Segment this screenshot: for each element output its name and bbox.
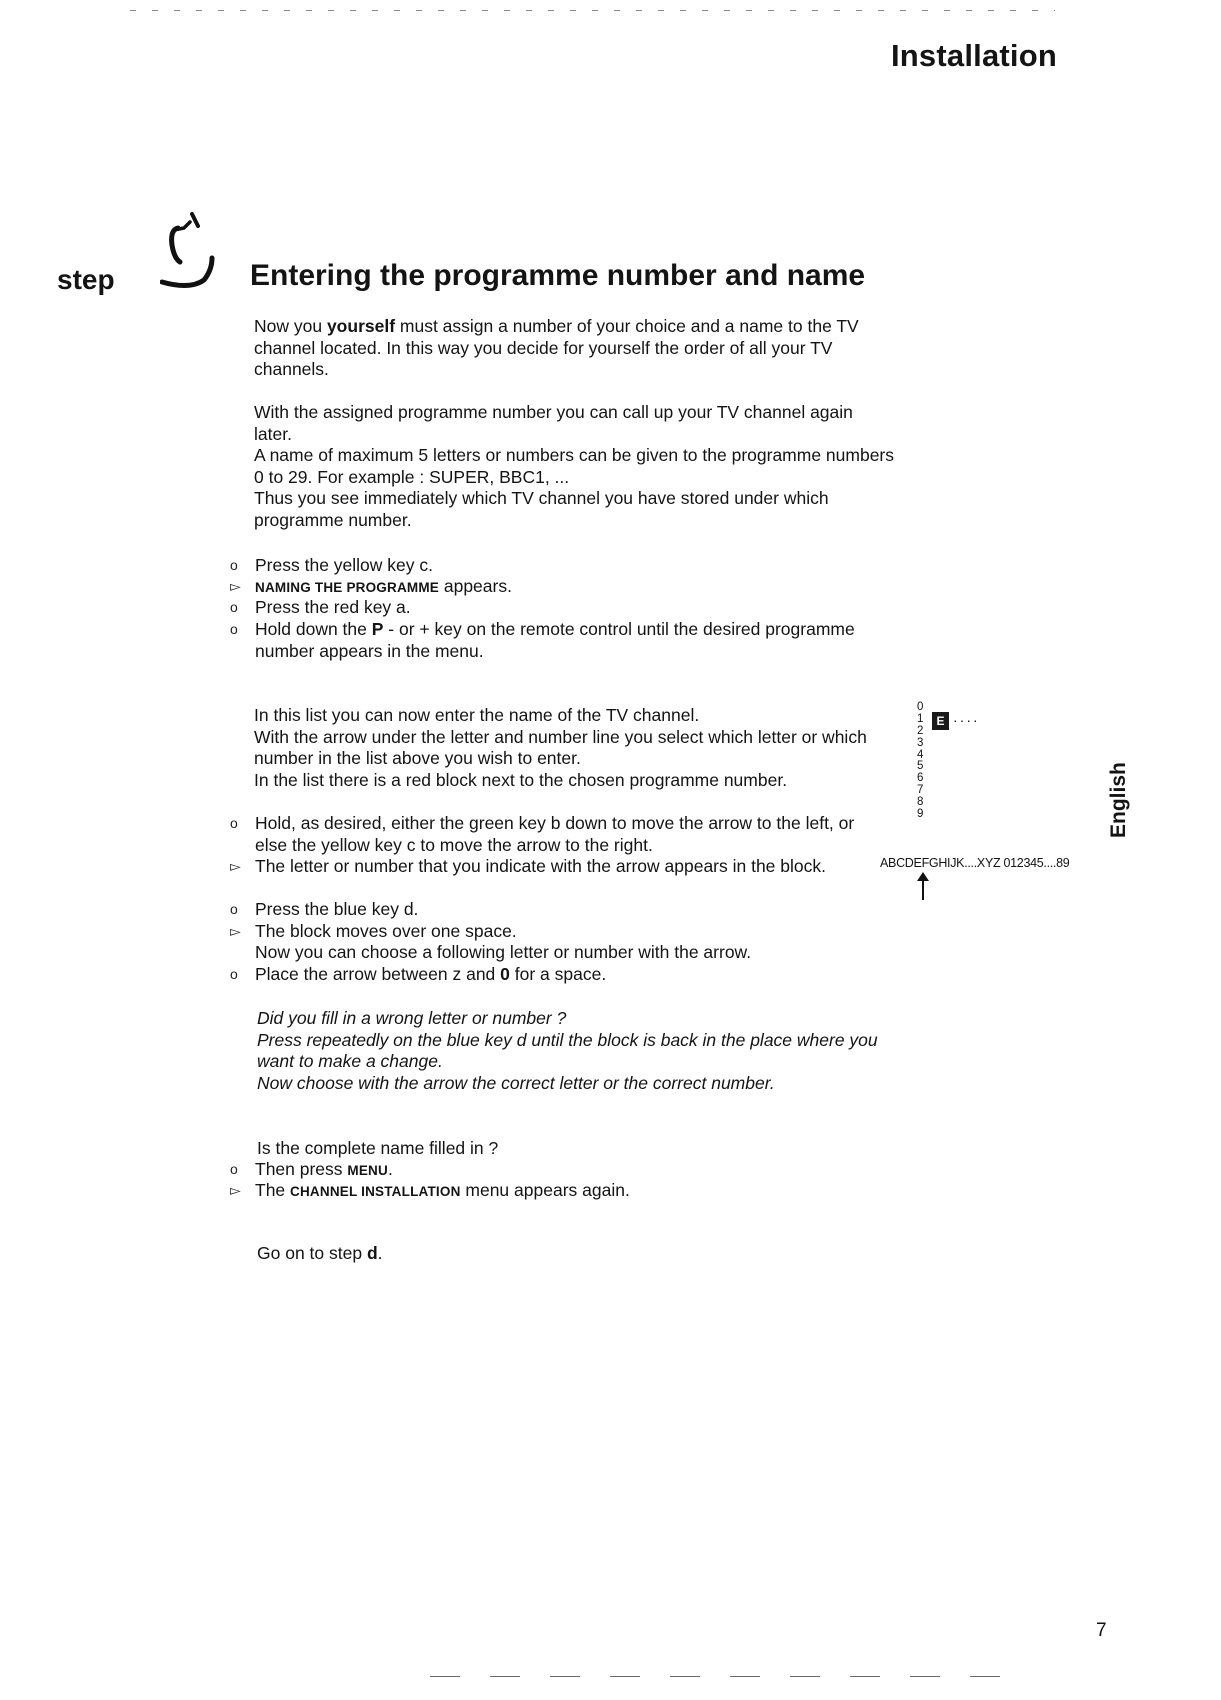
channel-installation-caps: CHANNEL INSTALLATION	[290, 1184, 461, 1199]
tip-l1: Did you fill in a wrong letter or number ?	[257, 1008, 567, 1028]
programme-number: 7	[917, 784, 924, 797]
programme-number: 4	[917, 748, 924, 761]
list-intro-l1: In this list you can now enter the name of the TV channel.	[254, 705, 700, 725]
list-item	[230, 1180, 880, 1203]
language-tab: English	[1107, 762, 1130, 838]
bullet-triangle-icon: ▻	[230, 923, 241, 939]
list-intro	[254, 705, 869, 791]
list-item-text: Press the yellow key c.	[255, 555, 433, 575]
bullet-circle-icon: o	[230, 599, 238, 615]
list-item	[230, 899, 880, 921]
list-item-text: Now you can choose a following letter or number with the arrow.	[255, 942, 752, 962]
intro-p1-b: must assign a number of your choice and a name to the TV channel located. In this way you decide for yourself the order of all your TV channels.	[254, 316, 859, 379]
red-block: E	[932, 712, 949, 730]
list-item-text: Hold, as desired, either the green key b down to move the arrow to the left, or else the yellow key c to move the arrow to the right.	[255, 813, 855, 855]
alphabet-number-line: ABCDEFGHIJK....XYZ 012345....89	[880, 856, 1070, 870]
list-item	[230, 576, 880, 599]
result-text-b: menu appears again.	[460, 1180, 630, 1200]
programme-number: 2	[917, 724, 924, 737]
menu-name-caps: NAMING THE PROGRAMME	[255, 580, 439, 595]
tip-l2: Press repeatedly on the blue key d until the block is back in the place where you want to make a change.	[257, 1029, 878, 1071]
next-step-period: .	[377, 1243, 383, 1263]
list-item-text-b: - or + key on the remote control until the desired programme number appears in the menu.	[255, 619, 855, 661]
programme-number: 8	[917, 796, 924, 809]
programme-number: 6	[917, 772, 924, 785]
then-press-text: Then press	[255, 1159, 348, 1179]
scan-mark-top	[130, 10, 1055, 11]
programme-number: 3	[917, 736, 924, 749]
list-item	[230, 1159, 880, 1182]
block-placeholder-dots: ····	[953, 712, 980, 728]
list-item-text-a: Hold down the	[255, 619, 372, 639]
list-item-text: Press the red key a.	[255, 597, 411, 617]
list-item-text: The letter or number that you indicate with the arrow appears in the block.	[255, 856, 826, 876]
programme-number: 0	[917, 701, 924, 713]
list-item	[230, 619, 880, 662]
step-label: step	[57, 264, 115, 295]
bullet-circle-icon: o	[230, 557, 238, 573]
list-intro-l2: With the arrow under the letter and number line you select which letter or which number in the list above you wish to enter.	[254, 726, 867, 768]
list-item-bold: 0	[500, 964, 510, 984]
intro-p2: With the assigned programme number you can call up your TV channel again later.	[254, 402, 853, 444]
menu-key-caps: MENU	[347, 1163, 388, 1178]
finish-question: Is the complete name filled in ?	[257, 1138, 499, 1158]
list-item	[230, 813, 870, 856]
next-step-text: Go on to step	[257, 1243, 367, 1263]
section-title: Installation	[890, 38, 1057, 73]
step-c-glyph-icon	[160, 200, 230, 290]
intro-p4: Thus you see immediately which TV channel you have stored under which programme number.	[254, 488, 829, 530]
next-step-letter: d	[366, 1243, 378, 1263]
then-press-period: .	[387, 1159, 393, 1179]
bullet-triangle-icon: ▻	[230, 858, 241, 874]
intro-p1-a: Now you	[254, 316, 327, 336]
programme-number: 5	[917, 760, 924, 773]
bullet-circle-icon: o	[230, 966, 238, 982]
bullet-circle-icon: o	[230, 815, 238, 831]
list-item-bold: P	[371, 619, 384, 639]
list-item-text-b: for a space.	[509, 964, 607, 984]
list-item-text-a: Place the arrow between z and	[255, 964, 501, 984]
list-item	[230, 921, 880, 943]
list-item-text: appears.	[439, 576, 512, 596]
list-item	[230, 942, 880, 964]
intro-p3: A name of maximum 5 letters or numbers can be given to the programme numbers 0 to 29. For example : SUPER, BBC1, ...	[254, 445, 895, 487]
list-item	[230, 964, 880, 986]
bullet-circle-icon: o	[230, 1161, 238, 1177]
intro-p1-bold: yourself	[326, 316, 396, 336]
selection-arrow-icon	[916, 872, 930, 900]
programme-number: 1	[917, 712, 924, 725]
scan-mark-bottom	[430, 1676, 1010, 1677]
bullet-triangle-icon: ▻	[230, 1182, 241, 1198]
next-step	[257, 1243, 897, 1265]
intro-paragraph-1	[254, 316, 894, 381]
tip-block	[257, 1008, 897, 1094]
list-intro-l3: In the list there is a red block next to the chosen programme number.	[254, 769, 788, 790]
page-heading: Entering the programme number and name	[250, 259, 866, 292]
result-text-a: The	[255, 1180, 291, 1200]
bullet-circle-icon: o	[230, 901, 238, 917]
programme-number: 9	[917, 808, 924, 821]
list-item-text: Press the blue key d.	[255, 899, 419, 919]
list-item	[230, 597, 880, 619]
page-number: 7	[1096, 1620, 1107, 1641]
list-item	[230, 856, 855, 878]
bullet-circle-icon: o	[230, 621, 238, 637]
tip-l3: Now choose with the arrow the correct letter or the correct number.	[257, 1072, 775, 1093]
programme-number-list	[917, 702, 923, 821]
intro-paragraph-2	[254, 402, 894, 531]
list-item-text: The block moves over one space.	[255, 921, 517, 941]
bullet-triangle-icon: ▻	[230, 578, 241, 594]
list-item	[230, 555, 880, 577]
